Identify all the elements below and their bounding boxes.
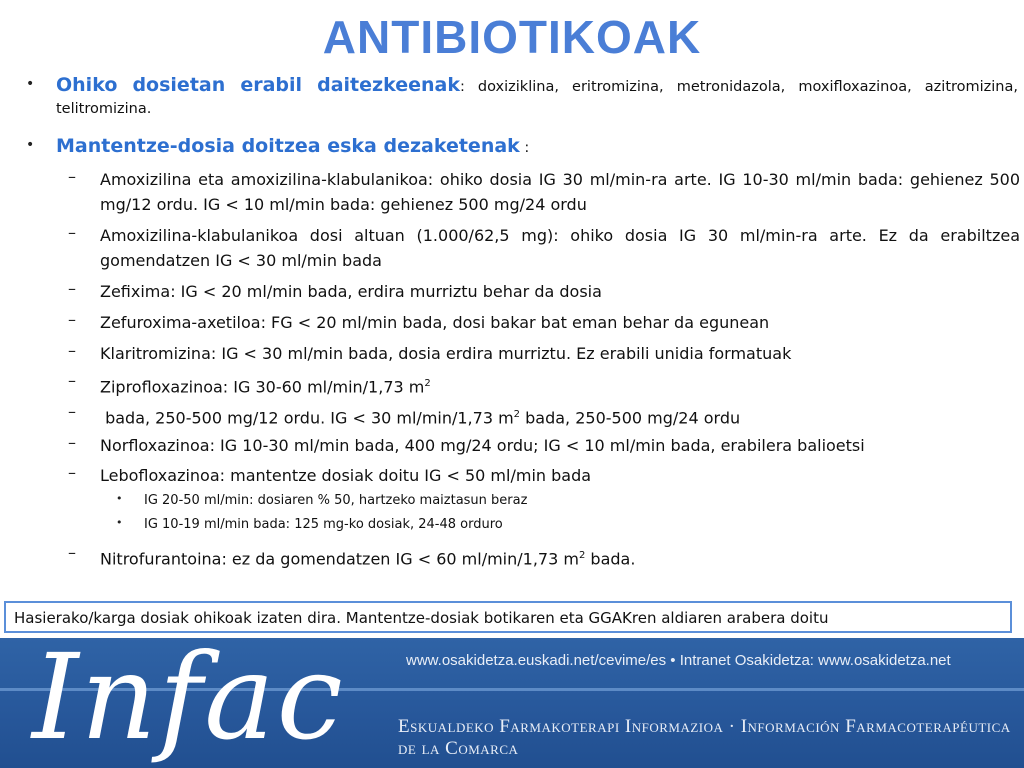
list-item-text: Norfloxazinoa: IG 10-30 ml/min bada, 400 mg/24 ordu; IG < 10 ml/min bada, erabilera balioetsi — [100, 436, 865, 455]
item-text: bada, 250-500 mg/12 ordu. IG < 30 ml/min/1,73 m — [100, 408, 514, 428]
section-body: : doxiziklina, eritromizina, metronidazola, moxifloxazinoa, azitromizina, telitromizina. — [56, 79, 1018, 117]
dash-bullet: – — [68, 279, 76, 298]
list-item — [0, 402, 1024, 430]
list-item-text: Amoxizilina-klabulanikoa dosi altuan (1.000/62,5 mg): ohiko dosia IG 30 ml/min-ra arte. Ez da erabiltzea gomendatzen IG < 30 ml/min bada — [100, 226, 1020, 270]
footer-banner — [0, 638, 1024, 768]
bullet: • — [26, 137, 35, 153]
list-item-text: Zefuroxima-axetiloa: FG < 20 ml/min bada, dosi bakar bat eman behar da egunean — [100, 313, 770, 332]
section-heading: Mantentze-dosia doitzea eska dezaketenak — [56, 135, 520, 157]
note-text: Hasierako/karga dosiak ohikoak izaten dira. Mantentze-dosiak botikaren eta GGAKren aldiaren arabera doitu — [14, 609, 829, 627]
dash-bullet: – — [68, 433, 76, 452]
list-item — [0, 463, 1024, 488]
dash-bullet: – — [68, 543, 76, 562]
list-item-text — [100, 543, 1020, 571]
list-item — [0, 223, 1024, 273]
list-item-text: Amoxizilina eta amoxizilina-klabulanikoa: ohiko dosia IG 30 ml/min-ra arte. IG 10-30 ml/min bada: gehienez 500 mg/12 ordu. IG < 10 ml/min bada: gehienez 500 mg/24 ordu — [100, 170, 1020, 214]
list-item-text: Lebofloxazinoa: mantentze dosiak doitu IG < 50 ml/min bada — [100, 466, 592, 485]
list-item — [0, 543, 1024, 571]
section-maintenance-text — [56, 135, 1018, 159]
item-text: Ziprofloxazinoa: IG 30-60 ml/min/1,73 m — [100, 377, 425, 397]
dash-bullet: – — [68, 310, 76, 329]
superscript: 2 — [578, 550, 586, 561]
sub-bullet: • — [116, 492, 123, 505]
list-item — [0, 167, 1024, 217]
dash-bullet: – — [68, 463, 76, 482]
sub-list-item — [0, 492, 1024, 510]
list-item-text: Zefixima: IG < 20 ml/min bada, erdira murriztu behar da dosia — [100, 282, 602, 301]
dash-bullet: – — [68, 371, 76, 390]
sub-list-item-text: IG 20-50 ml/min: dosiaren % 50, hartzeko maiztasun beraz — [144, 493, 528, 508]
footer-subtitle: Eskualdeko Farmakoterapi Informazioa · Información Farmacoterapéutica de la Comarca — [398, 716, 1011, 759]
list-item-text: Klaritromizina: IG < 30 ml/min bada, dosia erdira murriztu. Ez erabili unidia formatuak — [100, 344, 792, 363]
dash-bullet: – — [68, 167, 76, 186]
infac-logo: Infac — [32, 638, 345, 766]
page-title: ANTIBIOTIKOAK — [322, 11, 702, 63]
list-item — [0, 279, 1024, 304]
dash-bullet: – — [68, 223, 76, 242]
dash-bullet: – — [68, 402, 76, 421]
sub-list-item — [0, 516, 1024, 534]
sub-list-item-text: IG 10-19 ml/min bada: 125 mg-ko dosiak, 24-48 orduro — [144, 517, 503, 532]
section-doses-normal — [0, 74, 1024, 120]
section-heading: Ohiko dosietan erabil daitezkeenak — [56, 74, 460, 96]
list-item-text — [100, 371, 1020, 399]
list-item — [0, 341, 1024, 366]
section-maintenance — [0, 135, 1024, 159]
bullet: • — [26, 76, 35, 92]
superscript: 2 — [424, 378, 431, 389]
section-body: : — [519, 140, 530, 156]
superscript: 2 — [513, 409, 521, 420]
item-text-cont: bada, 250-500 mg/24 ordu — [520, 408, 741, 428]
item-text-cont: bada. — [585, 549, 636, 569]
sub-bullet: • — [116, 516, 123, 529]
dash-bullet: – — [68, 341, 76, 360]
note-box — [4, 601, 1012, 633]
list-item — [0, 371, 1024, 399]
list-item — [0, 433, 1024, 458]
list-item-text — [100, 402, 1020, 430]
list-item — [0, 310, 1024, 335]
item-text: Nitrofurantoina: ez da gomendatzen IG < 60 ml/min/1,73 m — [100, 549, 579, 569]
section-doses-normal-text — [56, 74, 1018, 120]
footer-links[interactable]: www.osakidetza.euskadi.net/cevime/es • Intranet Osakidetza: www.osakidetza.net — [406, 652, 951, 669]
